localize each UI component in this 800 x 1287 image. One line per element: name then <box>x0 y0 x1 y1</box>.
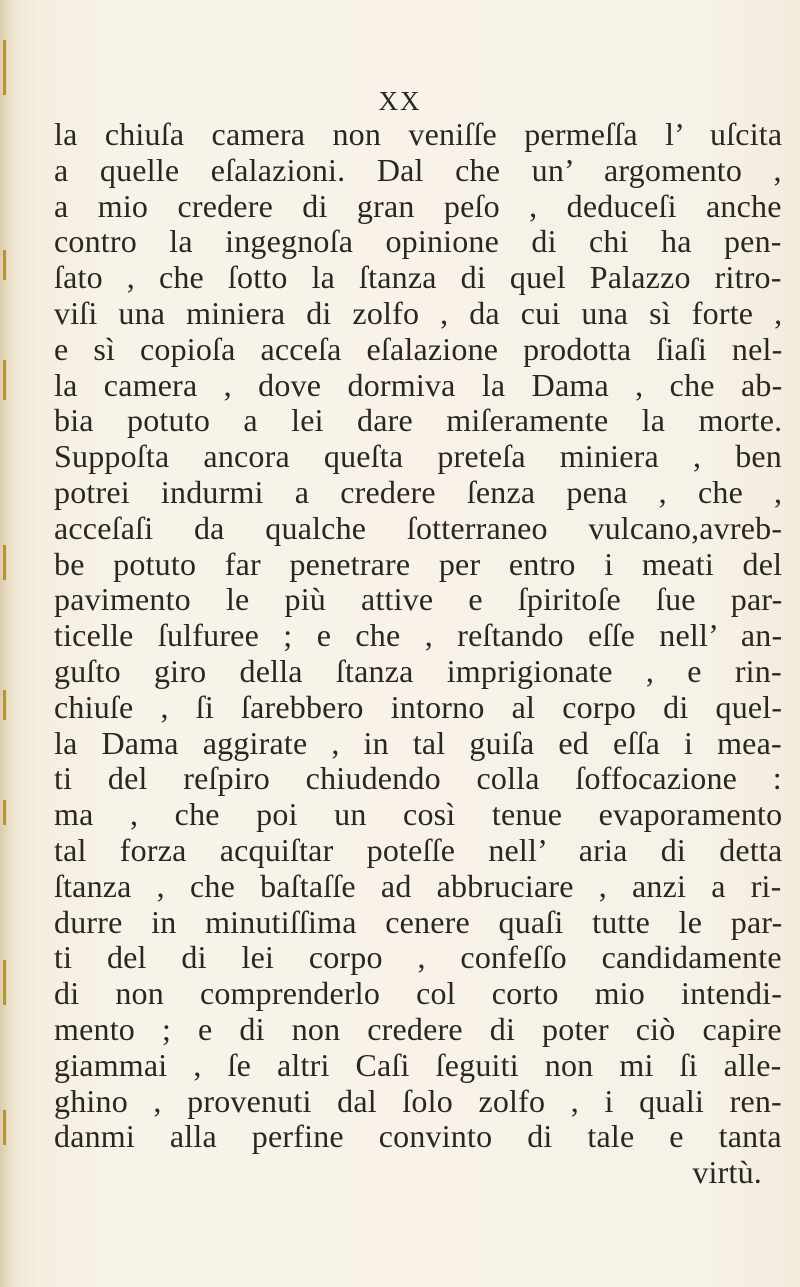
text-line: ſtanza , che baſtaſſe ad abbruciare , anzi a ri- <box>54 867 782 904</box>
text-line: danmi alla perfine convinto di tale e tanta <box>54 1118 782 1155</box>
gutter-mark <box>3 800 6 825</box>
text-line: potrei indurmi a credere ſenza pena , che , <box>54 473 783 510</box>
text-line: ghino , provenuti dal ſolo zolfo , i quali ren- <box>54 1082 782 1119</box>
gutter-mark <box>3 960 6 1005</box>
text-line: ticelle ſulfuree ; e che , reſtando eſſe nell’ an- <box>54 617 783 654</box>
body-text <box>54 117 794 1191</box>
gutter-mark <box>3 360 6 400</box>
text-line: giammai , ſe altri Caſi ſeguiti non mi ſi alle- <box>54 1046 782 1083</box>
text-line: chiuſe , ſi ſarebbero intorno al corpo di quel- <box>54 688 783 725</box>
gutter-mark <box>3 690 6 720</box>
text-line: be potuto far penetrare per entro i meati del <box>54 545 783 582</box>
text-line: ti del reſpiro chiudendo colla ſoffocazione : <box>54 760 782 797</box>
text-line: viſi una miniera di zolfo , da cui una sì forte , <box>54 294 783 331</box>
text-line: la Dama aggirate , in tal guiſa ed eſſa i mea- <box>54 724 782 761</box>
text-line: mento ; e di non credere di poter ciò capire <box>54 1010 782 1047</box>
text-line: a quelle eſalazioni. Dal che un’ argomento , <box>54 151 782 188</box>
text-line: acceſaſi da qualche ſotterraneo vulcano,avreb- <box>54 509 783 546</box>
running-head: XX <box>378 86 422 116</box>
text-line: contro la ingegnoſa opinione di chi ha pen- <box>54 223 782 260</box>
text-line: ſato , che ſotto la ſtanza di quel Palazzo ritro- <box>54 259 782 296</box>
gutter-mark <box>3 250 6 280</box>
text-line: guſto giro della ſtanza imprigionate , e rin- <box>54 652 782 689</box>
text-line: Suppoſta ancora queſta preteſa miniera , ben <box>54 438 782 475</box>
gutter-mark <box>3 545 6 580</box>
text-line: pavimento le più attive e ſpiritoſe ſue par- <box>54 581 783 618</box>
text-line: bia potuto a lei dare miſeramente la morte. <box>54 402 783 439</box>
text-line: la camera , dove dormiva la Dama , che ab- <box>54 366 783 403</box>
page-gutter <box>0 0 22 1287</box>
text-line: di non comprenderlo col corto mio intendi- <box>54 975 783 1012</box>
text-line: a mio credere di gran peſo , deduceſi anche <box>54 187 782 224</box>
text-line: la chiuſa camera non veniſſe permeſſa l’ uſcita <box>54 116 783 152</box>
text-line: ti del di lei corpo , confeſſo candidamente <box>54 939 782 976</box>
text-line-last: virtù. <box>692 1154 762 1191</box>
gutter-mark <box>3 1110 6 1145</box>
text-line: durre in minutiſſima cenere quaſi tutte le par- <box>54 903 783 940</box>
text-line: ma , che poi un così tenue evaporamento <box>54 796 783 833</box>
text-line: tal forza acquiſtar poteſſe nell’ aria di detta <box>54 831 783 868</box>
text-line: e sì copioſa acceſa eſalazione prodotta ſiaſi nel- <box>54 330 783 367</box>
